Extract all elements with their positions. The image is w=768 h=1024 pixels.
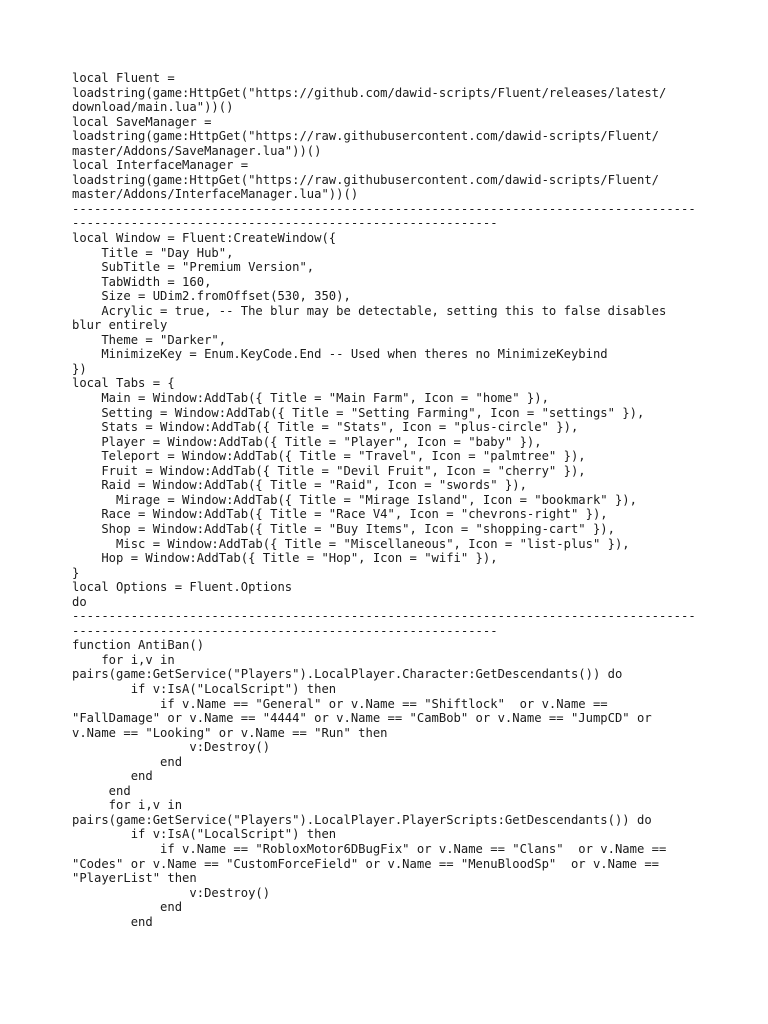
code-line: end <box>72 900 183 915</box>
code-line: local InterfaceManager = <box>72 158 249 173</box>
code-line: if v:IsA("LocalScript") then <box>72 827 337 842</box>
code-line: MinimizeKey = Enum.KeyCode.End -- Used when theres no MinimizeKeybind <box>72 347 608 362</box>
code-line: if v:IsA("LocalScript") then <box>72 681 337 696</box>
code-line: ------------------------------------------------------------------------------------- <box>72 609 696 624</box>
code-line: Fruit = Window:AddTab({ Title = "Devil Fruit", Icon = "cherry" }), <box>72 463 586 478</box>
code-line: master/Addons/SaveManager.lua"))() <box>72 143 322 158</box>
code-line: loadstring(game:HttpGet("https://github.com/dawid-scripts/Fluent/releases/latest/ <box>72 85 667 100</box>
code-line: Acrylic = true, -- The blur may be detectable, setting this to false disables <box>72 303 667 318</box>
code-line: function AntiBan() <box>72 638 205 653</box>
code-line: v:Destroy() <box>72 885 271 900</box>
code-line: Mirage = Window:AddTab({ Title = "Mirage Island", Icon = "bookmark" }), <box>72 492 637 507</box>
code-line: local Fluent = <box>72 71 175 85</box>
code-line: ------------------------------------------------------------------------------------- <box>72 201 696 216</box>
code-line: for i,v in <box>72 652 175 667</box>
code-block <box>72 71 712 929</box>
code-line: "FallDamage" or v.Name == "4444" or v.Name == "CamBob" or v.Name == "JumpCD" or <box>72 711 652 726</box>
code-line: Player = Window:AddTab({ Title = "Player", Icon = "baby" }), <box>72 434 542 449</box>
code-line: do <box>72 594 87 609</box>
code-line: master/Addons/InterfaceManager.lua"))() <box>72 187 359 202</box>
code-line: pairs(game:GetService("Players").LocalPlayer.PlayerScripts:GetDescendants()) do <box>72 812 652 827</box>
code-line: } <box>72 565 80 580</box>
code-line: download/main.lua"))() <box>72 100 234 115</box>
code-line: v.Name == "Looking" or v.Name == "Run" then <box>72 725 388 740</box>
code-line: ---------------------------------------------------------- <box>72 623 498 638</box>
code-line: pairs(game:GetService("Players").LocalPlayer.Character:GetDescendants()) do <box>72 667 623 682</box>
code-line: end <box>72 754 183 769</box>
code-line: "PlayerList" then <box>72 871 197 886</box>
code-line: Main = Window:AddTab({ Title = "Main Farm", Icon = "home" }), <box>72 391 549 406</box>
code-line: Raid = Window:AddTab({ Title = "Raid", Icon = "swords" }), <box>72 478 527 493</box>
code-line: SubTitle = "Premium Version", <box>72 260 315 275</box>
code-line: end <box>72 914 153 929</box>
code-line: loadstring(game:HttpGet("https://raw.githubusercontent.com/dawid-scripts/Fluent/ <box>72 172 659 187</box>
code-line: "Codes" or v.Name == "CustomForceField" or v.Name == "MenuBloodSp" or v.Name == <box>72 856 659 871</box>
code-line: TabWidth = 160, <box>72 274 212 289</box>
code-line: if v.Name == "RobloxMotor6DBugFix" or v.Name == "Clans" or v.Name == <box>72 841 667 856</box>
code-line: for i,v in <box>72 798 183 813</box>
code-line: Race = Window:AddTab({ Title = "Race V4", Icon = "chevrons-right" }), <box>72 507 608 522</box>
code-line: if v.Name == "General" or v.Name == "Shiftlock" or v.Name == <box>72 696 608 711</box>
code-line: Teleport = Window:AddTab({ Title = "Travel", Icon = "palmtree" }), <box>72 449 586 464</box>
code-line: local Options = Fluent.Options <box>72 580 293 595</box>
code-line: Shop = Window:AddTab({ Title = "Buy Items", Icon = "shopping-cart" }), <box>72 521 615 536</box>
code-line: end <box>72 769 153 784</box>
code-line: blur entirely <box>72 318 168 333</box>
code-line: local Tabs = { <box>72 376 175 391</box>
code-line: Theme = "Darker", <box>72 332 227 347</box>
code-line: v:Destroy() <box>72 740 271 755</box>
code-line: local SaveManager = <box>72 114 212 129</box>
code-line: loadstring(game:HttpGet("https://raw.githubusercontent.com/dawid-scripts/Fluent/ <box>72 129 659 144</box>
code-line: Stats = Window:AddTab({ Title = "Stats", Icon = "plus-circle" }), <box>72 420 579 435</box>
code-line: Misc = Window:AddTab({ Title = "Miscellaneous", Icon = "list-plus" }), <box>72 536 630 551</box>
code-line: Title = "Day Hub", <box>72 245 234 260</box>
code-line: local Window = Fluent:CreateWindow({ <box>72 231 337 246</box>
code-line: Hop = Window:AddTab({ Title = "Hop", Icon = "wifi" }), <box>72 551 498 566</box>
code-line: }) <box>72 361 87 376</box>
code-line: Setting = Window:AddTab({ Title = "Setting Farming", Icon = "settings" }), <box>72 405 645 420</box>
code-line: ---------------------------------------------------------- <box>72 216 498 231</box>
code-line: Size = UDim2.fromOffset(530, 350), <box>72 289 351 304</box>
code-line: end <box>72 783 131 798</box>
